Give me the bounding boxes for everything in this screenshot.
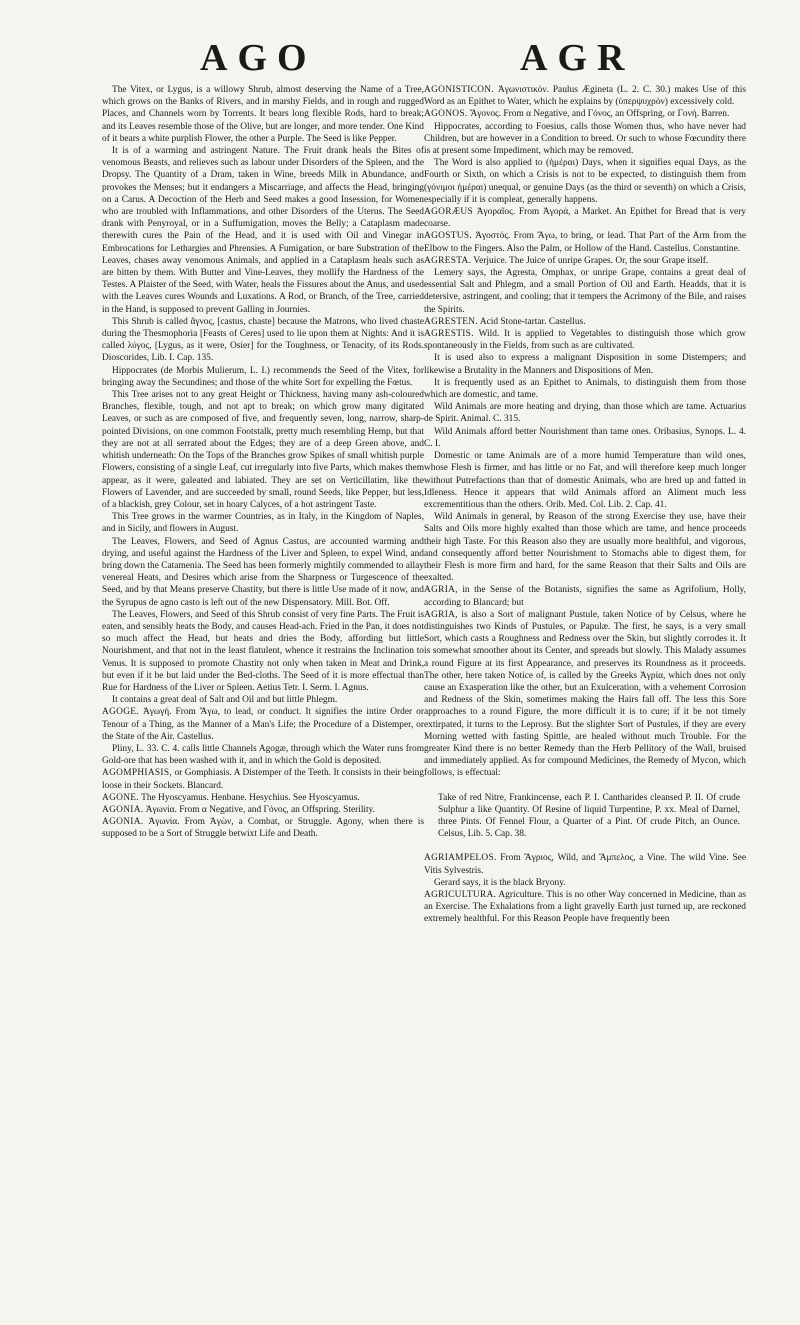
entry-headword: AGONISTICON. (424, 85, 495, 95)
dictionary-entry (424, 328, 746, 352)
left-column (102, 84, 424, 1316)
dictionary-entry (424, 584, 746, 608)
entry-headword: AGORÆUS (424, 207, 473, 218)
paragraph: It contains a great deal of Salt and Oil and but little Phlegm. (112, 695, 338, 706)
entry-text: is also a Sort of malignant Pustule, taken Notice of by Celsus, where he distinguishes two Kinds of Pustules, or Papulæ. The first, he says, is a very small Sort, which casts a Roughness and Redness over the Skin, but slightly corrodes it. It is somewhat smoother about its Center, and spreads but slowly. This Malady assumes a round Figure at its first Appearance, and preserves its Roundness as it proceeds. The other, here taken Notice of, is called by the Greeks Ἀγρία, which does not only cause an Exasperation like the other, but an Exulceration, with a vehement Corrosion and Redness of the Skin, sometimes making the Hairs fall off. The less this Sore approaches to a round Figure, the more difficult it is to cure; if it be not timely extirpated, it turns to the Leprosy. But the slighter Sort of Pustules, if they are every Morning wetted with fasting Spittle, are healed without much Trouble. For the greater Kind there is no better Remedy than the Herb Pellitory of the Wall, bruised and immediately applied. As for compound Medicines, the Remedy of Mycon, which follows, is effectual: (424, 609, 746, 779)
entry-text: Ἀγωγή. From Ἄγω, to lead, or conduct. It signifies the intire Order or Tenour of a Thing, as the Manner of a Man's Life; the Procedure of a Distemper, or the State of the Air. Castellus. (102, 707, 424, 742)
entry-headword: AGONOS. (424, 109, 468, 120)
dictionary-entry (424, 108, 746, 120)
running-head-left: AGO (200, 37, 317, 79)
dictionary-entry (102, 767, 424, 791)
paragraph: The Leaves, Flowers, and Seed of this Shrub consist of very fine Parts. The Fruit is eaten, and sensibly heats the Body, and causes Head-ach. Fried in the Pan, it does not so much affect the Head, but heats and dries the Body, affording but little Nourishment, and that not in the least flatulent, whence it restrains the Inclination to Venus. It is supposed to promote Chastity not only when taken in Meat and Drink, but even if it be but laid under the Bed-cloths. The Seed of it is more effectual than Rue for Hardness of the Liver or Spleen. Aetius Tetr. I. Serm. I. Agnus. (102, 609, 424, 693)
paragraph: This Tree grows in the warmer Countries, as in Italy, in the Kingdom of Naples, and in Sicily, and flowers in August. (102, 512, 424, 535)
entry-text: The Hyoscyamus. Henbane. Hesychius. See Hyoscyamus. (138, 792, 360, 803)
entry-text: Ἀγοστός. From Ἄγω, to bring, or lead. That Part of the Arm from the Elbow to the Fingers. Also the Palm, or Hollow of the Hand. Castellus. Constantine. (424, 231, 746, 254)
entry-text: Ἀγωνία. From Ἀγὼν, a Combat, or Struggle. Agony, when there is supposed to be a Sort of Struggle betwixt Life and Death. (102, 817, 424, 840)
entry-text: or Gomphiasis. A Distemper of the Teeth. It consists in their being loose in their Sockets. Blancard. (102, 768, 424, 791)
entry-text: Agriculture. This is no other Way concerned in Medicine, than as an Exercise. The Exhalations from a light gravelly Earth just turned up, are reckoned extremely healthful. For this Reason People have frequently been (424, 890, 746, 925)
dictionary-entry (424, 852, 746, 876)
entry-headword: AGONIA. (102, 804, 144, 815)
entry-text: Acid Stone-tartar. Castellus. (478, 316, 586, 327)
entry-headword: AGRESTA. (424, 255, 472, 266)
entry-headword: AGOMPHIASIS, (102, 768, 173, 779)
entry-headword: AGRESTIS. (424, 329, 474, 340)
dictionary-entry (102, 804, 424, 816)
paragraph: It is of a warming and astringent Nature. The Fruit drank heals the Bites of venomous Beasts, and relieves such as labour under Disorders of the Spleen, and the Dropsy. The Quantity of a Dram, taken in Wine, breeds Milk in Abundance, and provokes the Menses; but it endangers a Miscarriage, and affects the Head, bringing on a Carus. A Decoction of the Herb and Seed makes a good Insession, for Women who are troubled with Inflammations, and other Disorders of the Uterus. The Seed drank with Penyroyal, or in a Suffumigation, moves the Belly; a Cataplasm made therewith cures the Pain of the Head, and it is used with Oil and Vinegar in Embrocations for Lethargies and Phrensies. A Fumigation, or bare Substration of the Leaves, chases away venomous Animals, and applied in a Cataplasm heals such as are bitten by them. With Butter and Vine-Leaves, they mollify the Hardness of the Testes. A Plaister of the Seed, with Water, heals the Fissures about the Anus, and used with the Leaves cures Wounds and Luxations. A Rod, or Branch, of the Tree, carried in the Hand, is supposed to prevent Galling in Journies. (102, 146, 424, 315)
right-column (424, 84, 746, 1316)
paragraph: This Tree arises not to any great Height or Thickness, having many ash-coloured Branches, flexible, tough, and not apt to break; on which grow many digitated Leaves, or such as are composed of five, and frequently seven, long, narrow, sharp-pointed Divisions, on one common Footstalk, pretty much resembling Hemp, but that they are not at all serrated about the Edges; they are of a deep Green above, and whitish underneath: On the Tops of the Branches grow Spikes of small whitish purple Flowers, consisting of a single Leaf, cut irregularly into five Parts, which makes them appear, as it were, galeated and labiated. They are set on Verticillatim, like the Flowers of Lavender, and are succeeded by small, round Seeds, like Pepper, but less, of a blackish, grey Colour, set in hoary Calyces, of a hot astringent Taste. (102, 390, 424, 510)
entry-text: Ἀγωνιστικόν. Paulus Ægineta (L. 2. C. 30.) makes Use of this Word as an Epithet to Water, which he explains by (ὑπερψυχρὸν) excessively cold. (424, 85, 746, 108)
dictionary-entry (424, 889, 746, 926)
paragraph: Gerard says, it is the black Bryony. (434, 877, 566, 888)
entry-text: Verjuice. The Juice of unripe Grapes. Or, the sour Grape itself. (471, 255, 709, 266)
entry-headword: AGOSTUS. (424, 231, 472, 242)
entry-text: Ἄγονος. From α Negative, and Γόνος, an Offspring, or Γονή. Barren. (467, 109, 730, 120)
dictionary-entry (424, 316, 746, 328)
paragraph: Wild Animals are more heating and drying, than those which are tame. Actuarius de Spirit. Animal. C. 315. (424, 402, 746, 425)
paragraph: The Vitex, or Lygus, is a willowy Shrub, almost deserving the Name of a Tree, which grows on the Banks of Rivers, and in marshy Fields, and in rough and rugged Places, and Channels worn by Torrents. It bears long flexible Rods, hard to break; and its Leaves resemble those of the Olive, but are longer, and more tender. One Kind of it bears a white purplish Flower, the other a Purple. The Seed is like Pepper. (102, 85, 424, 144)
dictionary-entry (102, 792, 424, 804)
entry-text: in the Sense of the Botanists, signifies the same as Agrifolium, Holly, according to Blancard; but (424, 585, 746, 608)
dictionary-entry (424, 206, 746, 230)
running-head-right: AGR (520, 37, 635, 79)
paragraph: Hippocrates, according to Foesius, calls those Women thus, who have never had Children, but are however in a Condition to breed. Or such to whose Fœcundity there is at present some Impediment, which may be removed. (424, 121, 746, 157)
paragraph: The Leaves, Flowers, and Seed of Agnus Castus, are accounted warming and drying, and useful against the Hardness of the Liver and Spleen, to expel Wind, and bring down the Catamenia. The Seed has been formerly mightily commended to allay venereal Heats, and Desires which arise from the Sharpness or Turgescence of the Seed, and by that Means preserve Chastity, but there is little Use made of it now, and the Syrupus de agno casto is left out of the new Dispensatory. Mill. Bot. Off. (102, 536, 424, 608)
paragraph: It is used also to express a malignant Disposition in some Distempers; and likewise a Brutality in the Manners and Dispositions of Men. (424, 353, 746, 376)
entry-headword: AGOGE. (102, 707, 139, 718)
paragraph: Pliny, L. 33. C. 4. calls little Channels Agogæ, through which the Water runs from Gold-ore that has been washed with it, and in which the Gold is deposited. (102, 743, 424, 767)
paragraph: Wild Animals in general, by Reason of the strong Exercise they use, have their Salts and Oils more highly exalted than those which are tame, and hence proceeds their high Taste. For this Reason also they are usually more healthful, and vigorous, and consequently afford better Nourishment to Stomachs able to digest them, for their Flesh is more firm and hard, for the same Reason that their Salts and Oils are exalted. (424, 512, 746, 584)
paragraph: The Word is also applied to (ἡμέραι) Days, when it signifies equal Days, as the Fourth or Sixth, on which a Crisis is not to be expected, to distinguish them from (γόνιμοι ἡμέραι) unequal, or genuine Days (as the third or seventh) on which a Crisis, especially if it is compleat, generally happens. (424, 158, 746, 205)
entry-headword: AGONE. (102, 792, 139, 803)
entry-headword: AGRESTEN. (424, 316, 479, 327)
paragraph: Lemery says, the Agresta, Omphax, or unripe Grape, contains a great deal of essential Salt and Phlegm, and a small Portion of Oil and Earth. Headds, that it is detersive, astringent, and cooling; that it tempers the Acrimony of the Bile, and raises the Spirits. (424, 268, 746, 315)
dictionary-entry (102, 706, 424, 743)
paragraph: Hippocrates (de Morbis Mulierum, L. I.) recommends the Seed of the Vitex, for bringing away the Secundines; and those of the white Sort for expelling the Fœtus. (102, 365, 424, 388)
dictionary-entry (424, 230, 746, 254)
paragraph: It is frequently used as an Epithet to Animals, to distinguish them from those which are domestic, and tame. (424, 377, 746, 401)
entry-headword: AGRICULTURA. (424, 890, 497, 900)
entry-headword: AGONIA. (102, 817, 144, 828)
entry-headword: AGRIAMPELOS. (424, 853, 497, 864)
paragraph: Domestic or tame Animals are of a more humid Temperature than wild ones, whose Flesh is firmer, and has little or no Fat, and will therefore keep much longer without Putrefactions than that of domestic Animals, who are bred up and fatted in Idleness. Hence it appears that wild Animals afford an Aliment much less excrementitious than the others. Orib. Med. Col. Lib. 2. Cap. 41. (424, 451, 746, 510)
entry-text: From Ἄγριος, Wild, and Ἄμπελος, a Vine. The wild Vine. See Vitis Sylvestris. (424, 853, 746, 876)
entry-headword: AGRIA, (424, 609, 458, 620)
dictionary-entry (424, 609, 746, 780)
dictionary-entry (424, 84, 746, 108)
entry-text: Ἀγωνία. From α Negative, and Γόνος, an Offspring. Sterility. (143, 804, 376, 815)
paragraph: Wild Animals afford better Nourishment than tame ones. Oribasius, Synops. L. 4. C. I. (424, 426, 746, 449)
entry-text: Ἀγοραῖος. From Ἀγορά, a Market. An Epithet for Bread that is very coarse. (424, 207, 746, 230)
recipe-block: Take of red Nitre, Frankincense, each P. I. Cantharides cleansed P. II. Of crude Sulphur a like Quantity. Of Resine of liquid Turpentine, P. xx. Meal of Darnel, three Pints. Of Fennel Flour, a Quarter of a Pint. Of crude Pitch, an Ounce. Celsus, Lib. 5. Cap. 38. (438, 792, 740, 840)
paragraph: This Shrub is called ἄγνος, [castus, chaste] because the Matrons, who lived chaste during the Thesmophoria [Feasts of Ceres] used to lie upon them at Nights: And it is called λύγος, [Lygus, as it were, Osier] for the Toughness, or Tenacity, of its Rods. Dioscorides, Lib. I. Cap. 135. (102, 316, 424, 364)
entry-text: Wild. It is applied to Vegetables to distinguish those which grow spontaneously in the Fields, from such as are cultivated. (424, 329, 746, 352)
dictionary-entry (102, 816, 424, 840)
dictionary-entry (424, 255, 746, 267)
entry-headword: AGRIA, (424, 585, 458, 596)
